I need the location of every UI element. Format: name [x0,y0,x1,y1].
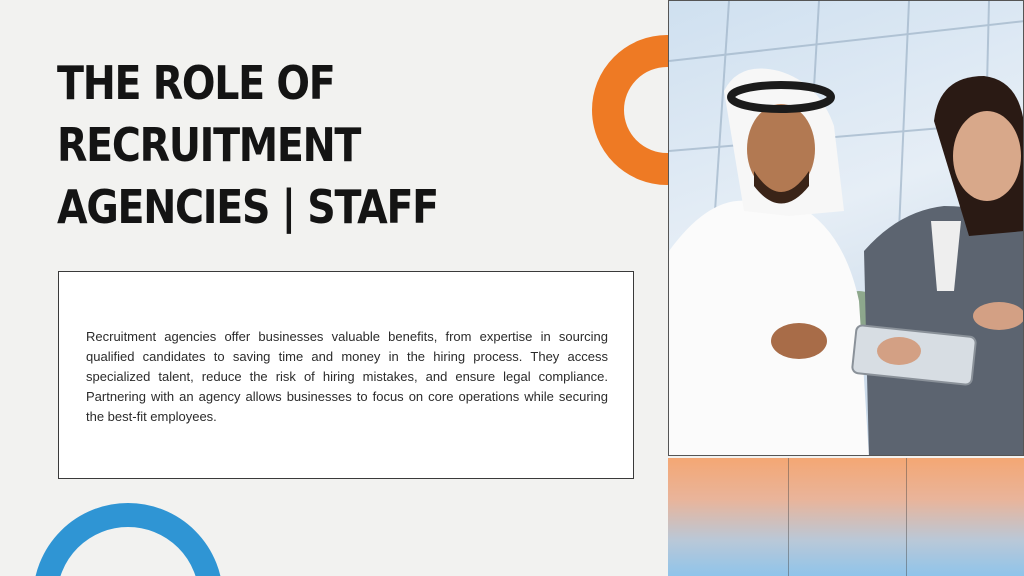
title-line-1: THE ROLE OF [57,56,335,110]
slide-title [57,52,539,238]
gradient-panel [668,458,1024,576]
body-text-box [58,271,634,479]
business-people-photo [668,0,1024,456]
title-line-2: RECRUITMENT [57,118,361,172]
blue-ring-decoration [33,503,223,576]
panel-divider [788,458,789,576]
body-paragraph: Recruitment agencies offer businesses valuable benefits, from expertise in sourcing qualified candidates to saving time and money in the hiring process. They access specialized talent, reduce the risk of hiring mistakes, and ensure legal compliance. Partnering with an agency allows businesses to focus on core operations while securing the best-fit employees. [86,329,608,424]
title-line-3: AGENCIES | STAFF [57,180,438,234]
photo-illustration [669,1,1024,456]
panel-divider [906,458,907,576]
